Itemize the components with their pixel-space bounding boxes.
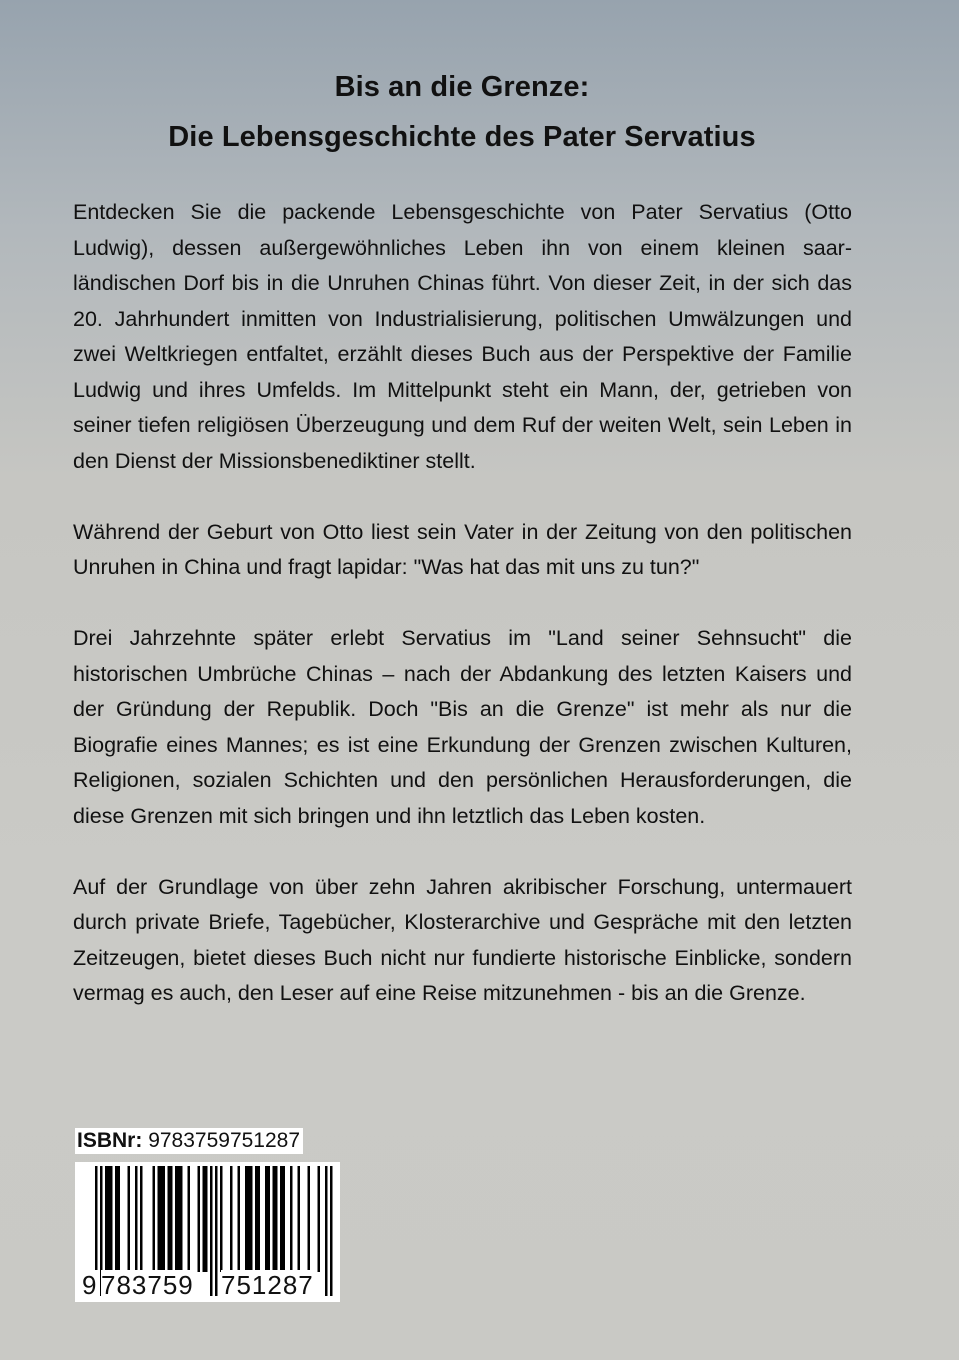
barcode-lead-digit: 9 <box>82 1270 97 1300</box>
barcode-right-group: 751287 <box>221 1270 314 1300</box>
barcode-bar <box>268 1166 271 1272</box>
barcode-digits <box>75 1270 340 1300</box>
barcode-bar <box>188 1166 191 1272</box>
barcode-bar <box>258 1166 261 1272</box>
barcode-bar <box>230 1166 233 1272</box>
blurb-paragraph-4: Auf der Grundlage von über zehn Jahren akribischer Forschung, untermauert durch private Briefe, Tagebücher, Klosterarchive und Gespräche mit den letzten Zeitzeugen, bietet dieses Buch nicht nur fundierte historische Einblicke, sondern vermag es auch, den Leser auf eine Reise mitzunehmen - bis an die Grenze. <box>73 874 852 1005</box>
barcode-bar <box>290 1166 293 1272</box>
blurb-text <box>73 195 852 1047</box>
barcode-bar <box>203 1166 206 1272</box>
barcode-bar <box>158 1166 161 1272</box>
isbn-number: 9783759751287 <box>148 1129 301 1152</box>
barcode-bar <box>163 1166 166 1272</box>
barcode-bar <box>250 1166 253 1272</box>
barcode-bar <box>275 1166 278 1272</box>
barcode-bar <box>140 1166 143 1272</box>
book-title <box>0 62 924 162</box>
barcode-bar <box>128 1166 131 1272</box>
barcode-bar <box>170 1166 173 1272</box>
title-line-2: Die Lebensgeschichte des Pater Servatius <box>168 121 756 153</box>
barcode-bar <box>205 1166 208 1272</box>
barcode-left-group: 783759 <box>101 1270 194 1300</box>
isbn-label-prefix: ISBNr: <box>77 1129 143 1152</box>
barcode-bar <box>265 1166 268 1272</box>
barcode-bar <box>318 1166 321 1272</box>
barcode-bar <box>153 1166 156 1272</box>
barcode-bar <box>178 1166 181 1272</box>
blurb-paragraph-2: Während der Geburt von Otto liest sein Vater in der Zeitung von den politischen Unruhen in China und fragt lapidar: "Was hat das mit uns zu tun?" <box>73 519 852 579</box>
barcode-bar <box>175 1166 178 1272</box>
barcode-bar <box>180 1166 183 1272</box>
barcode-bar <box>308 1166 311 1272</box>
title-line-1: Bis an die Grenze: <box>334 71 590 103</box>
barcode-bar <box>198 1166 201 1272</box>
barcode-bar <box>118 1166 121 1272</box>
barcode-bar <box>110 1166 113 1272</box>
barcode-bar <box>245 1166 248 1272</box>
barcode-bar <box>283 1166 286 1272</box>
barcode-bar <box>298 1166 301 1272</box>
blurb-paragraph-3: Drei Jahrzehnte später erlebt Servatius im "Land seiner Sehnsucht" die historischen Umbrüche Chinas – nach der Abdankung des letzten Kaisers und der Gründung der Republik. Doch "Bis an die Grenze" ist mehr als nur die Biografie eines Mannes; es ist eine Erkundung der Grenzen zwischen Kulturen, Religionen, sozialen Schichten und den persönlichen Herausforderungen, die diese Grenzen mit sich bringen und ihn letztlich das Leben kosten. <box>73 626 852 828</box>
barcode-bar <box>280 1166 283 1272</box>
barcode-bar <box>160 1166 163 1272</box>
barcode-bar <box>115 1166 118 1272</box>
barcode-bar <box>255 1166 258 1272</box>
barcode-bar <box>168 1166 171 1272</box>
barcode-bar <box>248 1166 251 1272</box>
blurb-paragraph-1: Entdecken Sie die packende Lebensgeschichte von Pater Servatius (Otto Ludwig), dessen außergewöhnliches Leben ihn von einem kleinen saarländischen Dorf bis in die Unruhen Chinas führt. Von dieser Zeit, in der sich das 20. Jahrhundert inmitten von Industrialisierung, politischen Umwälzungen und zwei Weltkriegen entfaltet, erzählt dieses Buch aus der Perspektive der Familie Ludwig und ihres Umfelds. Im Mittelpunkt steht ein Mann, der, getrieben von seiner tiefen religiösen Überzeugung und dem Ruf der weiten Welt, sein Leben in den Dienst der Missionsbenediktiner stellt. <box>73 200 852 473</box>
barcode <box>75 1162 340 1302</box>
barcode-bar <box>220 1166 223 1272</box>
isbn-label <box>75 1128 303 1154</box>
barcode-bar <box>273 1166 276 1272</box>
barcode-bar <box>108 1166 111 1272</box>
barcode-bar <box>238 1166 241 1272</box>
barcode-bar <box>105 1166 108 1272</box>
barcode-bar <box>135 1166 138 1272</box>
